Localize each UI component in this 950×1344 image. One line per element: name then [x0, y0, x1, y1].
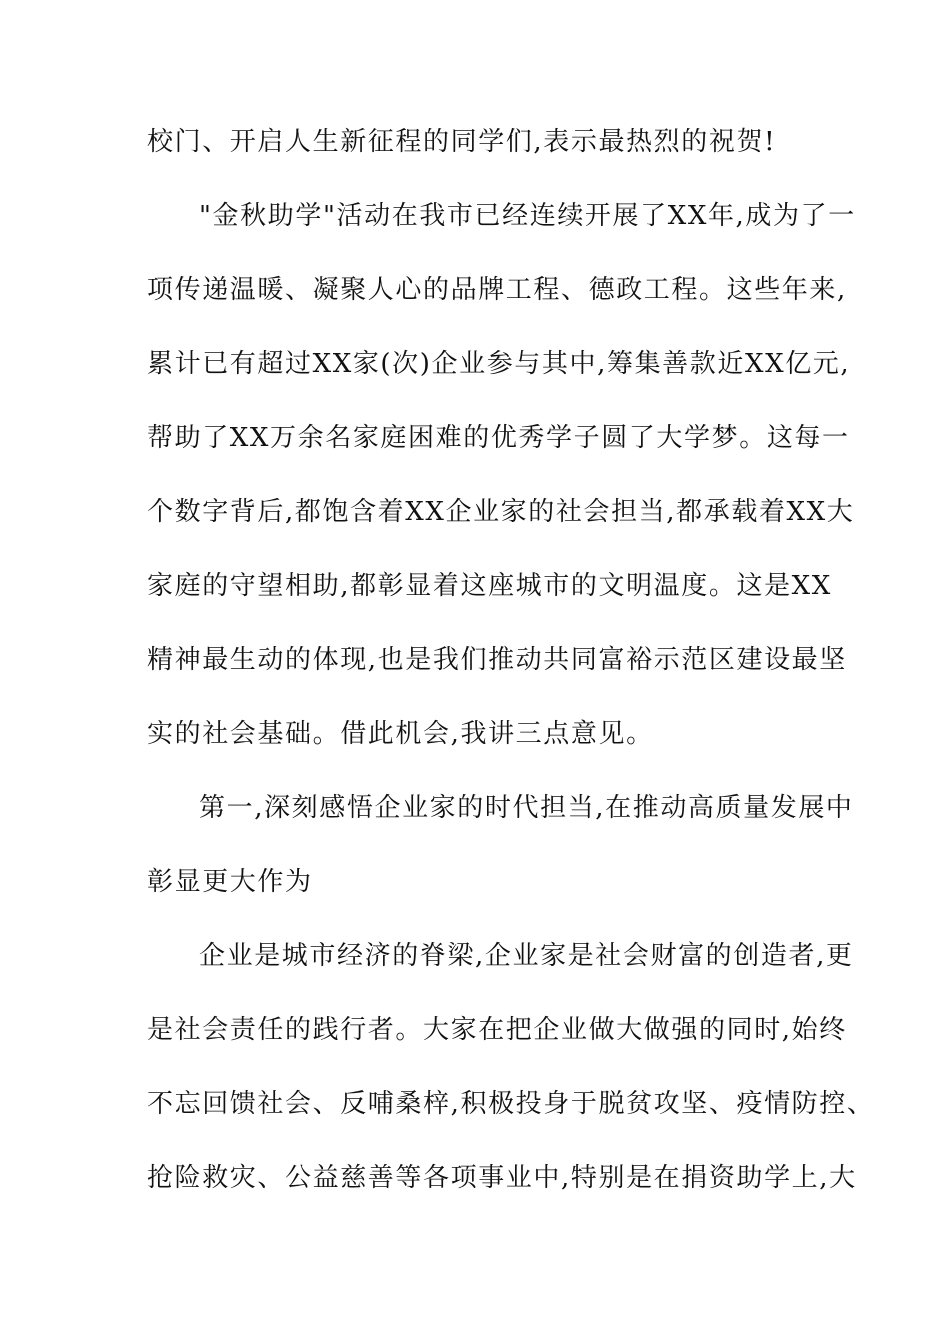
section-heading-line: 第一,深刻感悟企业家的时代担当,在推动高质量发展中	[199, 793, 854, 823]
text-line: "金秋助学"活动在我市已经连续开展了XX年,成为了一	[199, 201, 856, 231]
text-line: 实的社会基础。借此机会,我讲三点意见。	[147, 719, 654, 749]
text-line: 是社会责任的践行者。大家在把企业做大做强的同时,始终	[147, 1015, 847, 1045]
text-line: 个数字背后,都饱含着XX企业家的社会担当,都承载着XX大	[147, 497, 855, 527]
text-line: 家庭的守望相助,都彰显着这座城市的文明温度。这是XX	[147, 571, 832, 601]
text-line: 累计已有超过XX家(次)企业参与其中,筹集善款近XX亿元,	[147, 349, 851, 379]
text-line: 项传递温暖、凝聚人心的品牌工程、德政工程。这些年来,	[147, 275, 847, 305]
text-line: 抢险救灾、公益慈善等各项事业中,特别是在捐资助学上,大	[147, 1163, 857, 1193]
text-line: 不忘回馈社会、反哺桑梓,积极投身于脱贫攻坚、疫情防控、	[147, 1089, 875, 1119]
text-line: 企业是城市经济的脊梁,企业家是社会财富的创造者,更	[199, 941, 854, 971]
text-line: 校门、开启人生新征程的同学们,表示最热烈的祝贺!	[147, 127, 777, 157]
text-line: 精神最生动的体现,也是我们推动共同富裕示范区建设最坚	[147, 645, 847, 675]
text-line: 帮助了XX万余名家庭困难的优秀学子圆了大学梦。这每一	[147, 423, 850, 453]
section-heading-line: 彰显更大作为	[147, 867, 313, 897]
